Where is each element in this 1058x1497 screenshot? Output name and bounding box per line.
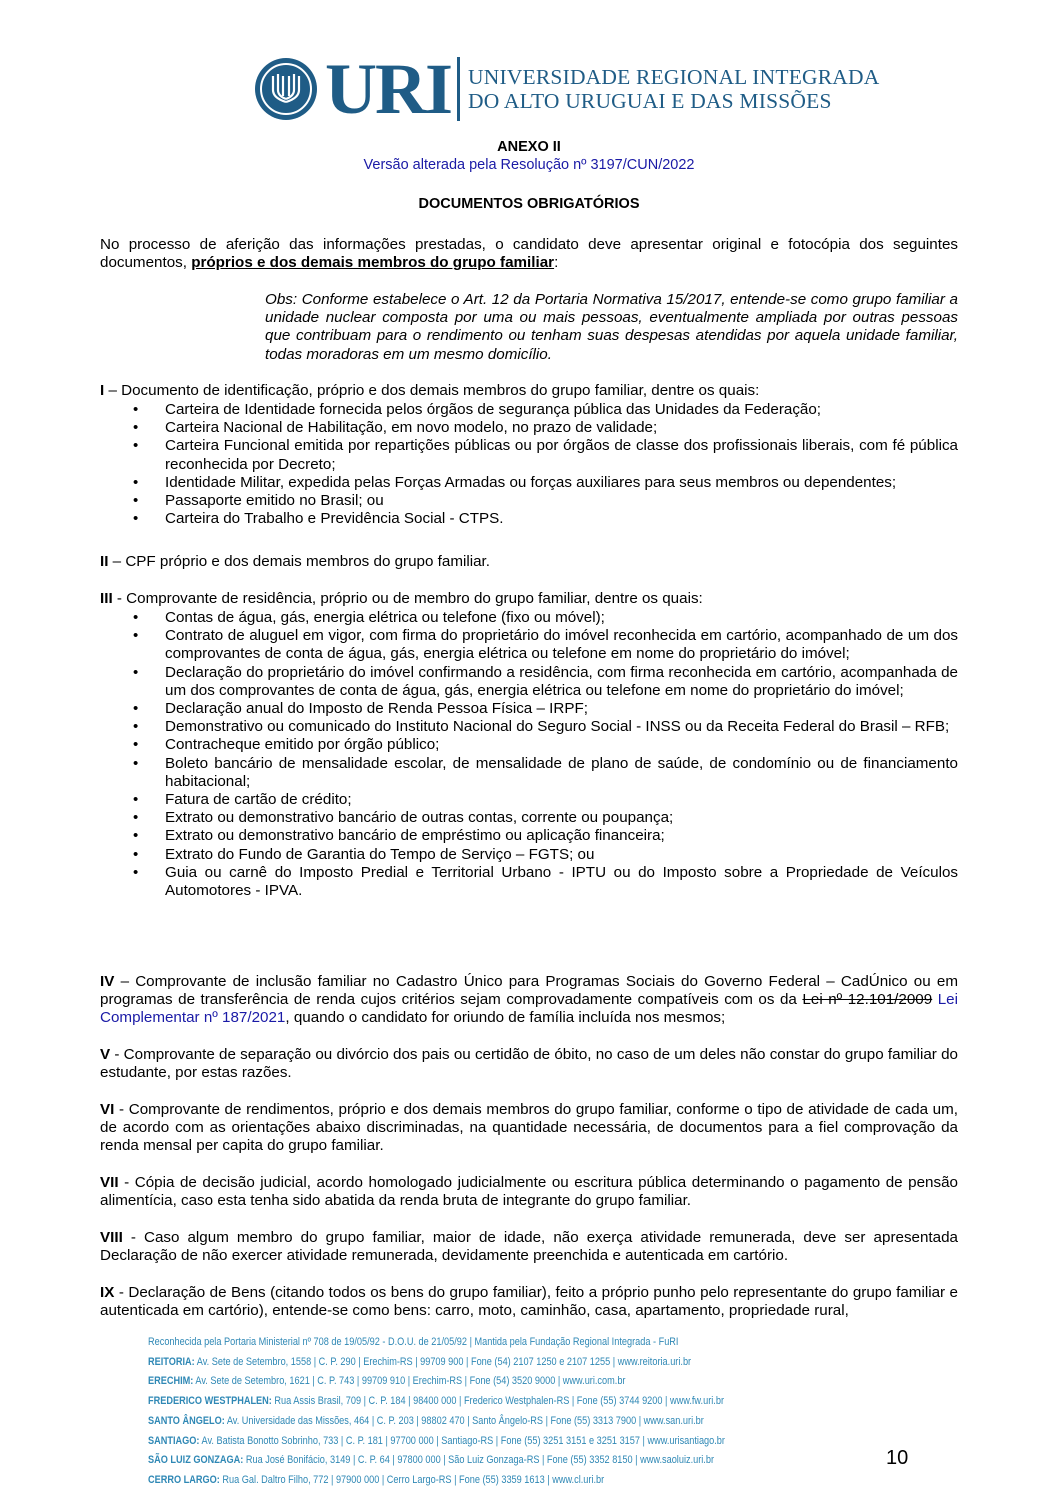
section-ix: IX - Declaração de Bens (citando todos os bens do grupo familiar), feito a próprio punho pelo representante do grupo familiar e autenticada em cartório), entende-se como bens: carro, moto, caminhão, casa, apartamento, propriedade rural, — [100, 1284, 958, 1320]
page-number: 10 — [886, 1447, 909, 1469]
institution-name — [468, 65, 879, 113]
campus-line: SANTO ÂNGELO: Av. Universidade das Missões, 464 | C. P. 203 | 98802 470 | Santo Ângelo-RS | Fone (55) 3313 7900 | www.san.uri.br — [148, 1414, 704, 1427]
list-item: • Extrato ou demonstrativo bancário de outras contas, corrente ou poupança; — [100, 809, 958, 827]
institution-name-line2: DO ALTO URUGUAI E DAS MISSÕES — [468, 89, 832, 113]
section-ii: II – CPF próprio e dos demais membros do grupo familiar. — [100, 553, 490, 570]
campus-line: CERRO LARGO: Rua Gal. Daltro Filho, 772 | 97900 000 | Cerro Largo-RS | Fone (55) 3359 1613 | www.cl.uri.br — [148, 1473, 605, 1486]
document-title: DOCUMENTOS OBRIGATÓRIOS — [418, 196, 640, 212]
list-item: • Boleto bancário de mensalidade escolar, de mensalidade de plano de saúde, de condomínio ou de financiamento habitacional; — [100, 755, 958, 791]
version-note: Versão alterada pela Resolução nº 3197/CUN/2022 — [363, 157, 695, 173]
list-item: • Carteira Funcional emitida por repartições públicas ou por órgãos de classe dos profissionais liberais, com fé pública reconhecida por Decreto; — [100, 437, 958, 473]
obs-note: Obs: Conforme estabelece o Art. 12 da Portaria Normativa 15/2017, entende-se como grupo familiar a unidade nuclear composta por uma ou mais pessoas, eventualmente ampliada por outras pessoas que contribuam para o rendimento ou tenham suas despesas atendidas por aquela unidade familiar, todas moradoras em um mesmo domicílio. — [265, 291, 958, 363]
accreditation-line: Reconhecida pela Portaria Ministerial nº 708 de 19/05/92 - D.O.U. de 21/05/92 | Mantida pela Fundação Regional Integrada - FuRI — [148, 1336, 679, 1348]
logo-divider — [457, 57, 460, 121]
section-i-list — [100, 401, 958, 528]
list-item: • Contracheque emitido por órgão público; — [100, 736, 958, 754]
intro-paragraph: No processo de aferição das informações prestadas, o candidato deve apresentar original e fotocópia dos seguintes documentos, próprios e dos demais membros do grupo familiar: — [100, 236, 958, 272]
institution-name-line1: UNIVERSIDADE REGIONAL INTEGRADA — [468, 65, 880, 89]
section-i-heading: I – Documento de identificação, próprio e dos demais membros do grupo familiar, dentre os quais: — [100, 382, 760, 399]
campus-line: REITORIA: Av. Sete de Setembro, 1558 | C. P. 290 | Erechim-RS | 99709 900 | Fone (54) 2107 1250 e 2107 1255 | www.reitoria.uri.br — [148, 1355, 692, 1368]
list-item: • Passaporte emitido no Brasil; ou — [100, 492, 958, 510]
annex-title: ANEXO II — [497, 139, 561, 155]
list-item: • Contrato de aluguel em vigor, com firma do proprietário do imóvel reconhecida em cartório, acompanhado de um dos comprovantes de conta de água, gás, energia elétrica ou telefone em nome do proprietário do imóvel; — [100, 627, 958, 663]
list-item: • Carteira de Identidade fornecida pelos órgãos de segurança pública das Unidades da Federação; — [100, 401, 958, 419]
section-v: V - Comprovante de separação ou divórcio dos pais ou certidão de óbito, no caso de um deles não constar do grupo familiar do estudante, por estas razões. — [100, 1046, 958, 1082]
list-item: • Demonstrativo ou comunicado do Instituto Nacional do Seguro Social - INSS ou da Receita Federal do Brasil – RFB; — [100, 718, 958, 736]
list-item: • Declaração anual do Imposto de Renda Pessoa Física – IRPF; — [100, 700, 958, 718]
campus-line: ERECHIM: Av. Sete de Setembro, 1621 | C. P. 743 | 99709 910 | Erechim-RS | Fone (54) 3520 9000 | www.uri.com.br — [148, 1375, 626, 1388]
list-item: • Carteira Nacional de Habilitação, em novo modelo, no prazo de validade; — [100, 419, 958, 437]
list-item: • Guia ou carnê do Imposto Predial e Territorial Urbano - IPTU ou do Imposto sobre a Propriedade de Veículos Automotores - IPVA. — [100, 864, 958, 900]
section-iii-heading: III - Comprovante de residência, próprio ou de membro do grupo familiar, dentre os quais: — [100, 590, 703, 607]
campus-line: FREDERICO WESTPHALEN: Rua Assis Brasil, 709 | C. P. 184 | 98400 000 | Frederico Westphalen-RS | Fone (55) 3744 9200 | www.fw.uri.br — [148, 1395, 724, 1408]
list-item: • Contas de água, gás, energia elétrica ou telefone (fixo ou móvel); — [100, 609, 958, 627]
list-item: • Declaração do proprietário do imóvel confirmando a residência, com firma reconhecida em cartório, acompanhada de um dos comprovantes de conta de água, gás, energia elétrica ou telefone em nome do proprietário do imóvel; — [100, 664, 958, 700]
list-item: • Carteira do Trabalho e Previdência Social - CTPS. — [100, 510, 958, 528]
list-item: • Extrato do Fundo de Garantia do Tempo de Serviço – FGTS; ou — [100, 846, 958, 864]
list-item: • Fatura de cartão de crédito; — [100, 791, 958, 809]
list-item: • Identidade Militar, expedida pelas Forças Armadas ou forças auxiliares para seus membros ou dependentes; — [100, 474, 958, 492]
revoked-law-reference: Lei nº 12.101/2009 — [802, 991, 933, 1009]
amended-law-reference: Lei Complementar nº 187/2021 — [100, 991, 958, 1027]
section-viii: VIII - Caso algum membro do grupo familiar, maior de idade, não exerça atividade remunerada, deve ser apresentada Declaração de não exercer atividade remunerada, devidamente preenchida e autenticada em cartório. — [100, 1229, 958, 1265]
list-item: • Extrato ou demonstrativo bancário de empréstimo ou aplicação financeira; — [100, 827, 958, 845]
book-emblem-icon — [255, 58, 317, 120]
section-iv: IV – Comprovante de inclusão familiar no Cadastro Único para Programas Sociais do Governo Federal – CadÚnico ou em programas de transferência de renda cujos critérios sejam comprovadamente compatíveis com os da Lei nº 12.101/2009 Lei Complementar nº 187/2021, quando o candidato for oriundo de família incluída nos mesmos; — [100, 973, 958, 1027]
uri-logo — [255, 49, 880, 129]
campus-line: SÃO LUIZ GONZAGA: Rua José Bonifácio, 3149 | C. P. 64 | 97800 000 | São Luiz Gonzaga-RS | Fone (55) 3352 8150 | www.saoluiz.uri.br — [148, 1454, 715, 1467]
section-vi: VI - Comprovante de rendimentos, próprio e dos demais membros do grupo familiar, conforme o tipo de atividade de cada um, de acordo com as orientações abaixo discriminadas, na quantidade necessária, de documentos para a fiel comprovação da renda mensal per capita do grupo familiar. — [100, 1101, 958, 1155]
page-footer — [148, 1333, 771, 1491]
campus-line: SANTIAGO: Av. Batista Bonotto Sobrinho, 733 | C. P. 181 | 97700 000 | Santiago-RS | Fone (55) 3251 3151 e 3251 3157 | www.urisantiago.br — [148, 1434, 725, 1447]
section-vii: VII - Cópia de decisão judicial, acordo homologado judicialmente ou escritura pública determinando o pagamento de pensão alimentícia, caso esta tenha sido abatida da renda bruta de integrante do grupo familiar. — [100, 1174, 958, 1210]
intro-emphasis: próprios e dos demais membros do grupo familiar — [191, 254, 555, 272]
section-iii-list — [100, 609, 958, 900]
logo-acronym: URI — [325, 49, 452, 129]
